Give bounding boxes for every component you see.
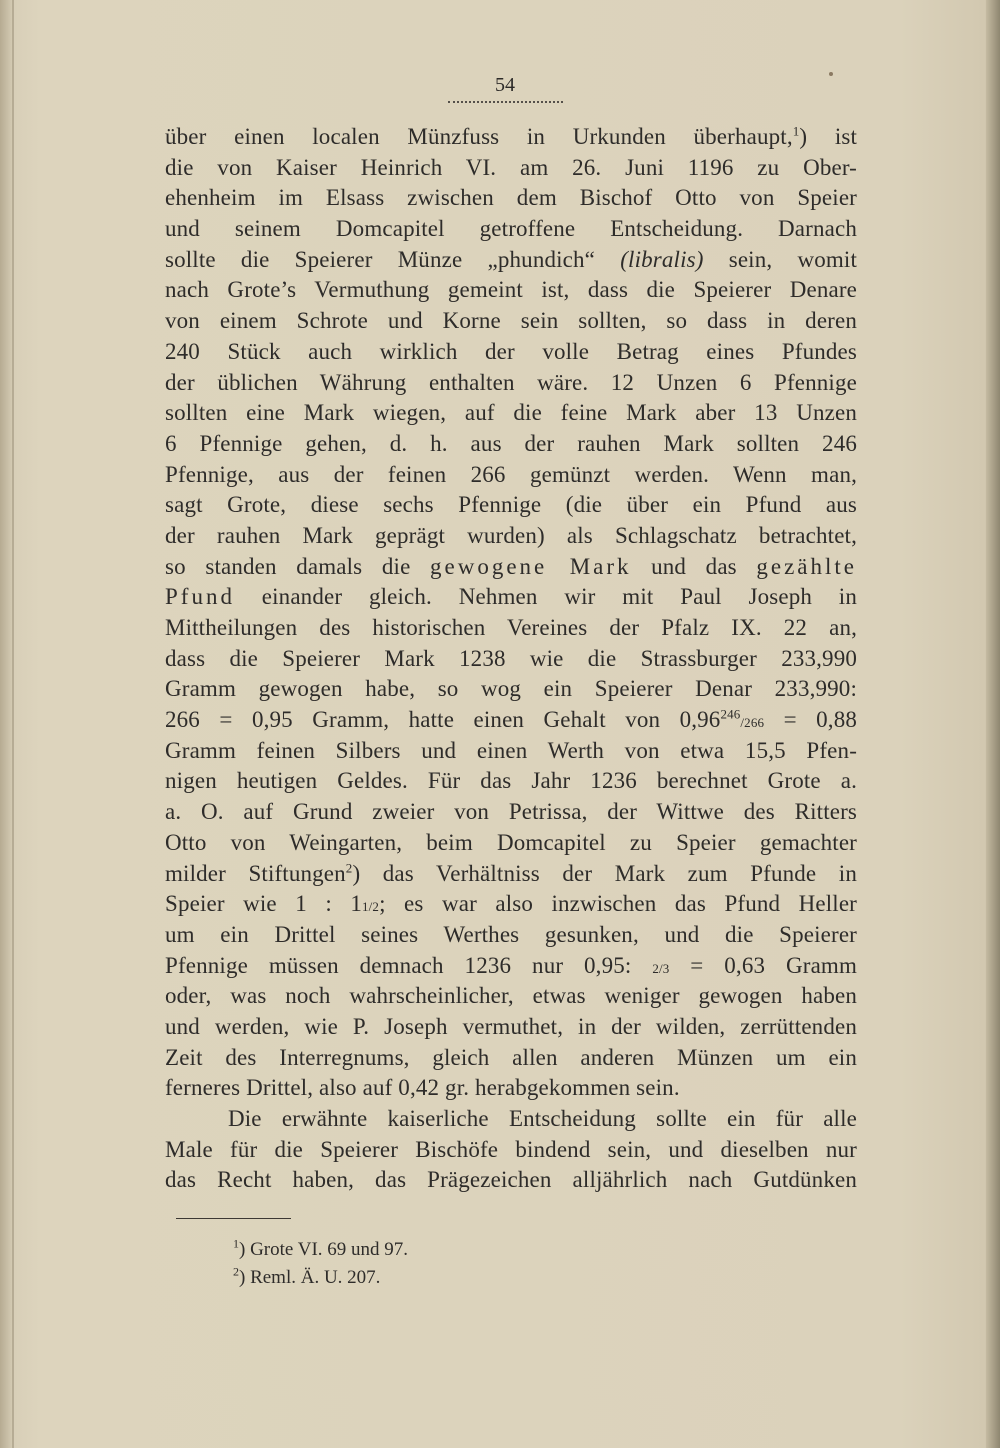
text-line: der rauhen Mark geprägt wurden) als Schlagschatz betrachtet, xyxy=(165,522,857,548)
page-number-ornament xyxy=(448,101,563,106)
text-line: und seinem Domcapitel getroffene Entscheidung. Darnach xyxy=(165,216,857,242)
text-line: Die erwähnte kaiserliche Entscheidung sollte ein für alle xyxy=(228,1106,857,1131)
text-line: Mittheilungen des historischen Vereines der Pfalz IX. 22 an, xyxy=(165,615,857,640)
text-line: Otto von Weingarten, beim Domcapitel zu Speier gemachter xyxy=(165,829,857,855)
text-line: sollte die Speierer Münze „phundich“ (libralis) sein, womit xyxy=(165,246,857,272)
footnote-separator xyxy=(176,1218,291,1219)
text-line: das Recht haben, das Prägezeichen alljährlich nach Gutdünken xyxy=(165,1167,857,1193)
text-line: oder, was noch wahrscheinlicher, etwas weniger gewogen haben xyxy=(165,983,857,1009)
text-line: der üblichen Währung enthalten wäre. 12 Unzen 6 Pfennige xyxy=(165,369,857,395)
text-line: Male für die Speierer Bischöfe bindend sein, und dieselben nur xyxy=(165,1136,857,1162)
page-left-edge xyxy=(12,0,14,1448)
text-line: ehenheim im Elsass zwischen dem Bischof Otto von Speier xyxy=(165,185,857,211)
text-line: ferneres Drittel, also auf 0,42 gr. herabgekommen sein. xyxy=(165,1075,680,1101)
text-line: von einem Schrote und Korne sein sollten, so dass in deren xyxy=(165,308,857,334)
text-line: nigen heutigen Geldes. Für das Jahr 1236 berechnet Grote a. xyxy=(165,768,857,794)
text-line: die von Kaiser Heinrich VI. am 26. Juni 1196 zu Ober- xyxy=(165,154,857,180)
text-line: Pfennige, aus der feinen 266 gemünzt werden. Wenn man, xyxy=(165,461,857,487)
footnote-1: $^1$) Grote VI. 69 und 97. xyxy=(233,1236,409,1260)
text-line: sollten eine Mark wiegen, auf die feine Mark aber 13 Unzen xyxy=(165,400,857,426)
text-line: Pfund einander gleich. Nehmen wir mit Paul Joseph in xyxy=(165,584,857,610)
text-line: Speier wie 1 : 11/2; es war also inzwischen das Pfund Heller xyxy=(165,891,857,917)
text-line: so standen damals die gewogene Mark und das gezählte xyxy=(165,553,857,579)
page-right-edge xyxy=(986,0,1000,1448)
paper-speck xyxy=(829,72,833,76)
text-line: Gramm feinen Silbers und einen Werth von etwa 15,5 Pfen- xyxy=(165,737,857,763)
text-line: dass die Speierer Mark 1238 wie die Strassburger 233,990 xyxy=(165,645,857,671)
text-line: sagt Grote, diese sechs Pfennige (die über ein Pfund aus xyxy=(165,492,857,518)
text-line: Gramm gewogen habe, so wog ein Speierer Denar 233,990: xyxy=(165,676,857,702)
body-text xyxy=(165,122,857,1196)
text-line: über einen localen Münzfuss in Urkunden überhaupt,$^1$) ist xyxy=(165,123,857,149)
text-line: nach Grote’s Vermuthung gemeint ist, dass die Speierer Denare xyxy=(165,277,857,303)
footnotes xyxy=(233,1236,633,1292)
text-line: a. O. auf Grund zweier von Petrissa, der Wittwe des Ritters xyxy=(165,799,857,825)
text-line: milder Stiftungen$^2$) das Verhältniss der Mark zum Pfunde in xyxy=(165,859,857,886)
text-line: Zeit des Interregnums, gleich allen anderen Münzen um ein xyxy=(165,1044,857,1070)
page-number: 54 xyxy=(495,74,515,96)
text-line: 6 Pfennige gehen, d. h. aus der rauhen Mark sollten 246 xyxy=(165,430,857,456)
footnote-2: $^2$) Reml. Ä. U. 207. xyxy=(233,1264,381,1288)
text-line: Pfennige müssen demnach 1236 nur 0,95: 2/3 = 0,63 Gramm xyxy=(165,952,857,978)
text-line: 266 = 0,95 Gramm, hatte einen Gehalt von $0,96^{246}/266 = 0,88$ xyxy=(165,706,857,733)
text-line: um ein Drittel seines Werthes gesunken, und die Speierer xyxy=(165,921,857,947)
text-line: 240 Stück auch wirklich der volle Betrag eines Pfundes xyxy=(165,338,857,364)
text-line: und werden, wie P. Joseph vermuthet, in der wilden, zerrüttenden xyxy=(165,1013,857,1039)
